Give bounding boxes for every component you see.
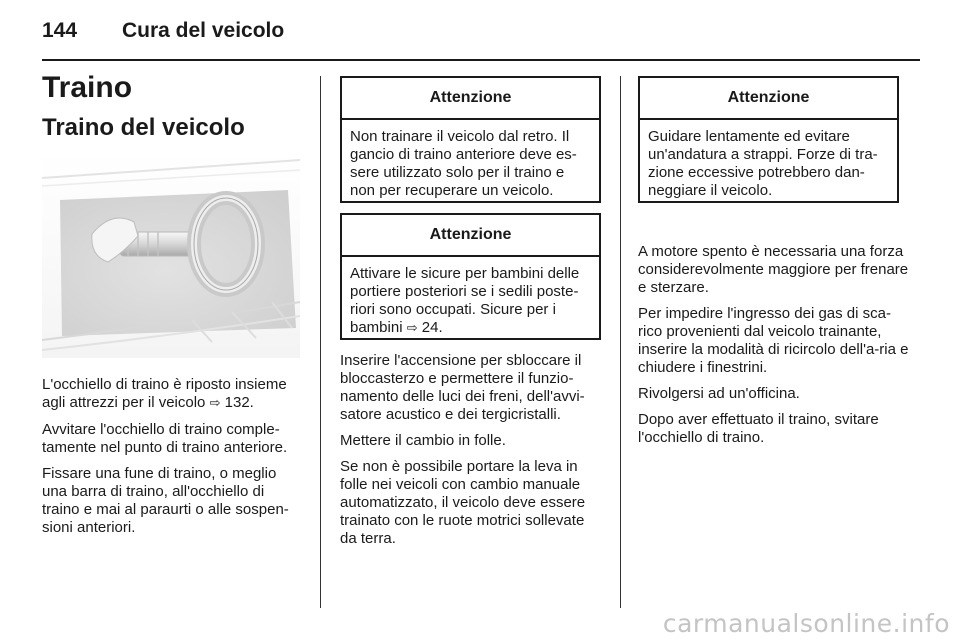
paragraph: Mettere il cambio in folle. xyxy=(340,432,506,449)
page-reference[interactable]: 132. xyxy=(220,394,254,411)
paragraph: L'occhiello di traino è riposto insieme agli attrezzi per il veicolo ⇨ 132. xyxy=(42,376,287,411)
column-1-text xyxy=(42,376,304,545)
warning-box-1 xyxy=(340,76,601,203)
column-divider-2 xyxy=(620,76,621,608)
paragraph: Fissare una fune di traino, o meglio una barra di traino, all'occhiello di traino e mai al paraurti o alle sospen-sioni anteriori. xyxy=(42,465,289,536)
warning-title: Attenzione xyxy=(342,215,599,257)
warning-title: Attenzione xyxy=(640,78,897,120)
page-reference-icon[interactable]: ⇨ xyxy=(406,321,418,336)
sub-heading: Traino del veicolo xyxy=(42,114,245,141)
column-2-text xyxy=(340,352,604,556)
paragraph: A motore spento è necessaria una forza considerevolmente maggiore per frenare e sterzare. xyxy=(638,243,909,296)
header-rule xyxy=(42,59,920,61)
column-divider-1 xyxy=(320,76,321,608)
column-3-text xyxy=(638,243,910,455)
page-reference[interactable]: 24. xyxy=(417,319,443,336)
section-title: Cura del veicolo xyxy=(122,19,285,42)
paragraph: Se non è possibile portare la leva in folle nei veicoli con cambio manuale automatizzato, il veicolo deve essere trainato con le ruote motrici sollevate da terra. xyxy=(340,458,586,547)
warning-body: Guidare lentamente ed evitare un'andatura a strappi. Forze di tra-zione eccessive potrebbero dan-neggiare il veicolo. xyxy=(648,128,878,199)
paragraph: Rivolgersi ad un'officina. xyxy=(638,385,800,402)
page-number: 144 xyxy=(42,19,78,42)
main-heading: Traino xyxy=(42,71,133,104)
warning-box-3 xyxy=(638,76,899,203)
warning-body: Attivare le sicure per bambini delle portiere posteriori se i sedili poste-riori sono occupati. Sicure per i bambini ⇨ 24. xyxy=(350,265,580,336)
warning-body: Non trainare il veicolo dal retro. Il gancio di traino anteriore deve es-sere utilizzato solo per il traino e non per recuperare un veicolo. xyxy=(350,128,577,199)
towing-eye-illustration xyxy=(42,152,300,358)
warning-title: Attenzione xyxy=(342,78,599,120)
towing-eye-icon xyxy=(42,152,300,358)
paragraph: Dopo aver effettuato il traino, svitare l'occhiello di traino. xyxy=(638,411,879,446)
watermark: carmanualsonline.info xyxy=(662,609,950,638)
paragraph: Inserire l'accensione per sbloccare il bloccasterzo e permettere il funzio-namento delle luci dei freni, dell'avvi-satore acustico e dei tergicristalli. xyxy=(340,352,585,423)
paragraph: Avvitare l'occhiello di traino comple-tamente nel punto di traino anteriore. xyxy=(42,421,288,456)
page-reference-icon[interactable]: ⇨ xyxy=(209,396,221,411)
paragraph: Per impedire l'ingresso dei gas di sca-rico provenienti dal veicolo trainante, inserire la modalità di ricircolo dell'a-ria e chiudere i finestrini. xyxy=(638,305,909,376)
warning-box-2 xyxy=(340,213,601,340)
